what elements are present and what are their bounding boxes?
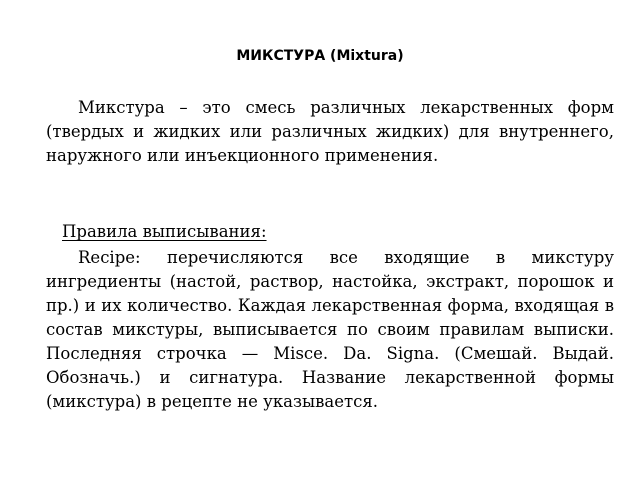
rules-paragraph: Recipe: перечисляются все входящие в микстуру ингредиенты (настой, раствор, настойка, экстракт, порошок и пр.) и их количество. Каждая лекарственная форма, входящая в состав микстуры, выписывается по своим правилам выписки. Последняя строчка — Misce. Da. Signa. (Смешай. Выдай. Обозначь.) и сигнатура. Название лекарственной формы (микстура) в рецепте не указывается.	[46, 248, 614, 411]
definition-paragraph: Микстура – это смесь различных лекарственных форм (твердых и жидких или различных жидких) для внутреннего, наружного или инъекционного применения.	[46, 98, 614, 165]
page-title: МИКСТУРА (Mixtura)	[236, 48, 404, 64]
rules-heading: Правила выписывания:	[62, 222, 267, 241]
